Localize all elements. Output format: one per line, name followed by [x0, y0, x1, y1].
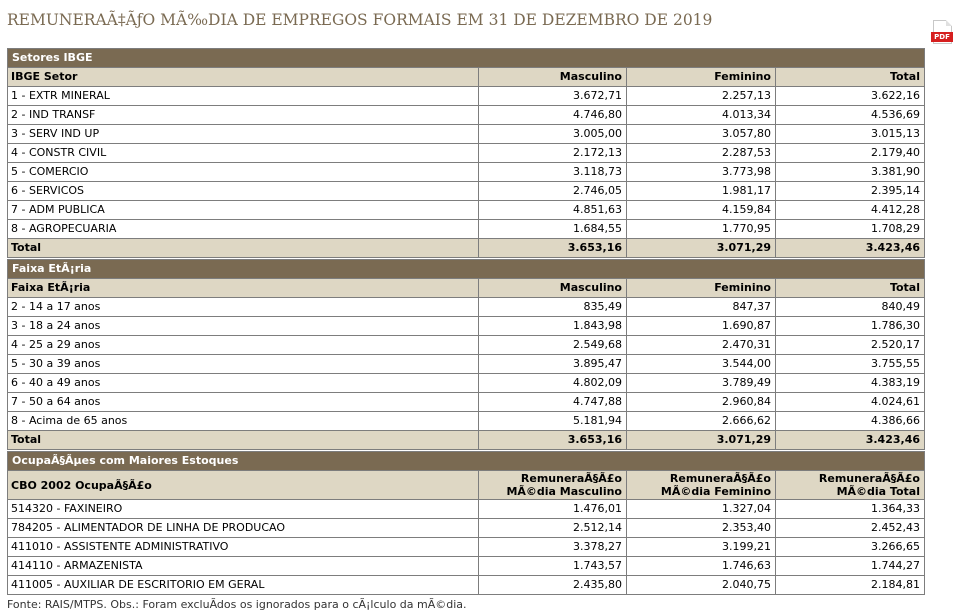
total-masculino: 3.653,16 [479, 239, 627, 258]
row-label: 2 - 14 a 17 anos [8, 298, 479, 317]
row-value: 3.381,90 [776, 163, 925, 182]
section-title: Setores IBGE [8, 49, 925, 68]
col-header-feminino: Feminino [627, 279, 776, 298]
row-value: 2.287,53 [627, 144, 776, 163]
row-value: 835,49 [479, 298, 627, 317]
table-row [8, 374, 925, 393]
table-row [8, 87, 925, 106]
row-value: 840,49 [776, 298, 925, 317]
row-value: 2.040,75 [627, 576, 776, 595]
table-row [8, 557, 925, 576]
total-row [8, 239, 925, 258]
row-label: 1 - EXTR MINERAL [8, 87, 479, 106]
row-value: 3.789,49 [627, 374, 776, 393]
table-row [8, 317, 925, 336]
row-value: 3.005,00 [479, 125, 627, 144]
row-value: 2.257,13 [627, 87, 776, 106]
table-row [8, 500, 925, 519]
row-value: 1.327,04 [627, 500, 776, 519]
table-row [8, 201, 925, 220]
col-header-faixa: Faixa EtÃ¡ria [8, 279, 479, 298]
row-label: 5 - 30 a 39 anos [8, 355, 479, 374]
row-label: 514320 - FAXINEIRO [8, 500, 479, 519]
row-label: 3 - SERV IND UP [8, 125, 479, 144]
row-value: 4.383,19 [776, 374, 925, 393]
col-header-masculino: Masculino [479, 68, 627, 87]
row-label: 8 - Acima de 65 anos [8, 412, 479, 431]
row-label: 784205 - ALIMENTADOR DE LINHA DE PRODUCAO [8, 519, 479, 538]
row-value: 1.743,57 [479, 557, 627, 576]
table-row [8, 125, 925, 144]
row-value: 2.960,84 [627, 393, 776, 412]
row-value: 2.172,13 [479, 144, 627, 163]
ocupacoes-table [7, 451, 925, 595]
row-value: 4.746,80 [479, 106, 627, 125]
row-value: 1.981,17 [627, 182, 776, 201]
row-value: 4.536,69 [776, 106, 925, 125]
row-label: 4 - 25 a 29 anos [8, 336, 479, 355]
column-header-row [8, 471, 925, 500]
row-value: 1.744,27 [776, 557, 925, 576]
table-row [8, 538, 925, 557]
row-value: 4.386,66 [776, 412, 925, 431]
row-value: 3.057,80 [627, 125, 776, 144]
pdf-label: PDF [931, 32, 953, 42]
row-label: 411005 - AUXILIAR DE ESCRITORIO EM GERAL [8, 576, 479, 595]
row-value: 3.199,21 [627, 538, 776, 557]
total-total: 3.423,46 [776, 431, 925, 450]
row-value: 3.015,13 [776, 125, 925, 144]
col-header-masculino: Masculino [479, 279, 627, 298]
col-header-feminino: Feminino [627, 68, 776, 87]
row-label: 6 - SERVICOS [8, 182, 479, 201]
row-value: 2.452,43 [776, 519, 925, 538]
row-label: 4 - CONSTR CIVIL [8, 144, 479, 163]
row-value: 3.672,71 [479, 87, 627, 106]
source-footnote: Fonte: RAIS/MTPS. Obs.: Foram excluÃdos os ignorados para o cÃ¡lculo da mÃ©dia. [7, 598, 467, 611]
section-header-faixa [8, 260, 925, 279]
table-row [8, 412, 925, 431]
row-value: 1.786,30 [776, 317, 925, 336]
col-header-total: Total [776, 68, 925, 87]
column-header-row [8, 279, 925, 298]
setores-table [7, 48, 925, 258]
col-header-rem-total [776, 471, 925, 500]
table-row [8, 393, 925, 412]
row-value: 4.013,34 [627, 106, 776, 125]
row-value: 4.159,84 [627, 201, 776, 220]
row-value: 3.378,27 [479, 538, 627, 557]
section-title: OcupaÃ§Ãµes com Maiores Estoques [8, 452, 925, 471]
row-value: 4.412,28 [776, 201, 925, 220]
col-header-rem-masculino [479, 471, 627, 500]
row-value: 847,37 [627, 298, 776, 317]
row-value: 1.364,33 [776, 500, 925, 519]
col-header-total: Total [776, 279, 925, 298]
row-label: 3 - 18 a 24 anos [8, 317, 479, 336]
table-row [8, 163, 925, 182]
row-value: 4.024,61 [776, 393, 925, 412]
row-value: 5.181,94 [479, 412, 627, 431]
row-value: 1.684,55 [479, 220, 627, 239]
table-row [8, 336, 925, 355]
total-feminino: 3.071,29 [627, 239, 776, 258]
row-label: 411010 - ASSISTENTE ADMINISTRATIVO [8, 538, 479, 557]
col-header-ocupacao: CBO 2002 OcupaÃ§Ã£o [8, 471, 479, 500]
page-title: REMUNERAÃ‡ÃƒO MÃ‰DIA DE EMPREGOS FORMAIS EM 31 DE DEZEMBRO DE 2019 [7, 11, 713, 29]
col-header-setor: IBGE Setor [8, 68, 479, 87]
table-row [8, 220, 925, 239]
table-row [8, 298, 925, 317]
row-value: 3.773,98 [627, 163, 776, 182]
row-label: 6 - 40 a 49 anos [8, 374, 479, 393]
total-label: Total [8, 239, 479, 258]
row-label: 8 - AGROPECUARIA [8, 220, 479, 239]
row-value: 4.747,88 [479, 393, 627, 412]
row-value: 3.755,55 [776, 355, 925, 374]
table-row [8, 576, 925, 595]
row-value: 3.266,65 [776, 538, 925, 557]
row-value: 2.746,05 [479, 182, 627, 201]
row-value: 2.353,40 [627, 519, 776, 538]
row-value: 1.746,63 [627, 557, 776, 576]
section-header-setores [8, 49, 925, 68]
row-value: 1.843,98 [479, 317, 627, 336]
column-header-row [8, 68, 925, 87]
row-value: 2.395,14 [776, 182, 925, 201]
total-label: Total [8, 431, 479, 450]
section-title: Faixa EtÃ¡ria [8, 260, 925, 279]
row-value: 2.184,81 [776, 576, 925, 595]
row-value: 3.118,73 [479, 163, 627, 182]
table-row [8, 106, 925, 125]
row-value: 3.895,47 [479, 355, 627, 374]
col-header-text: RemuneraÃ§Ã£o MÃ©dia Masculino [506, 472, 622, 498]
row-label: 7 - ADM PUBLICA [8, 201, 479, 220]
row-value: 3.622,16 [776, 87, 925, 106]
col-header-text: RemuneraÃ§Ã£o MÃ©dia Total [818, 472, 920, 498]
row-label: 7 - 50 a 64 anos [8, 393, 479, 412]
row-value: 2.179,40 [776, 144, 925, 163]
total-masculino: 3.653,16 [479, 431, 627, 450]
total-row [8, 431, 925, 450]
row-value: 2.520,17 [776, 336, 925, 355]
row-label: 2 - IND TRANSF [8, 106, 479, 125]
row-value: 2.666,62 [627, 412, 776, 431]
faixa-table [7, 259, 925, 450]
row-label: 5 - COMERCIO [8, 163, 479, 182]
row-value: 4.802,09 [479, 374, 627, 393]
row-value: 2.435,80 [479, 576, 627, 595]
row-value: 1.708,29 [776, 220, 925, 239]
table-row [8, 355, 925, 374]
col-header-text: RemuneraÃ§Ã£o MÃ©dia Feminino [660, 472, 771, 498]
col-header-rem-feminino [627, 471, 776, 500]
row-value: 3.544,00 [627, 355, 776, 374]
row-value: 1.690,87 [627, 317, 776, 336]
row-value: 2.470,31 [627, 336, 776, 355]
section-header-ocupacoes [8, 452, 925, 471]
row-value: 4.851,63 [479, 201, 627, 220]
table-row [8, 144, 925, 163]
pdf-icon[interactable] [931, 20, 953, 44]
total-total: 3.423,46 [776, 239, 925, 258]
row-value: 1.770,95 [627, 220, 776, 239]
row-value: 2.512,14 [479, 519, 627, 538]
table-row [8, 182, 925, 201]
row-value: 2.549,68 [479, 336, 627, 355]
row-label: 414110 - ARMAZENISTA [8, 557, 479, 576]
row-value: 1.476,01 [479, 500, 627, 519]
table-row [8, 519, 925, 538]
total-feminino: 3.071,29 [627, 431, 776, 450]
